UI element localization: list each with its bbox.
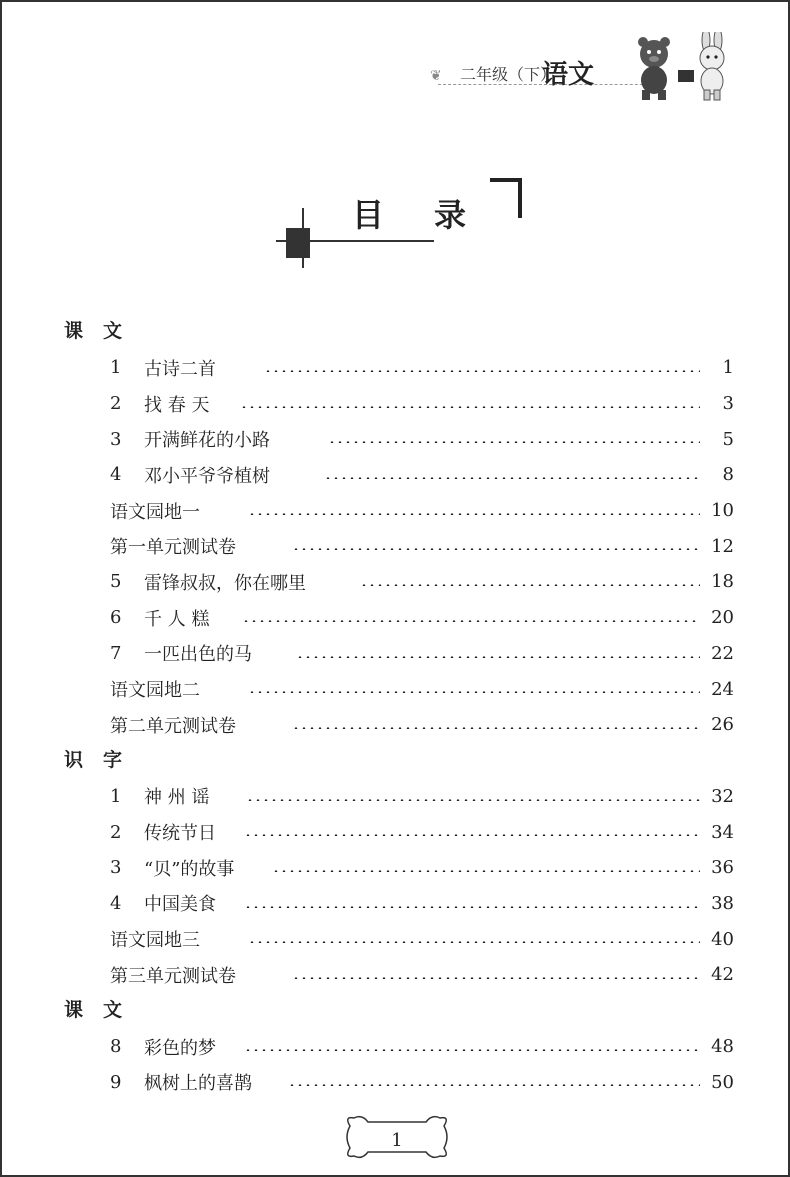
subject-label: 语文 [542,60,595,90]
toc-section [2,314,790,350]
entry-page: 38 [711,892,734,914]
entry-page: 32 [711,785,734,807]
toc-section [2,993,790,1029]
entry-title: 第二单元测试卷 [110,715,236,737]
dot-leader [264,370,700,372]
entry-number: 2 [110,821,122,843]
entry-page: 1 [722,357,734,379]
dot-leader [240,406,700,408]
entry-number: 8 [110,1036,122,1058]
toc-entry[interactable] [2,886,790,922]
toc-entry[interactable] [2,779,790,815]
entry-title: 开满鲜花的小路 [144,430,270,452]
entry-page: 36 [711,857,734,879]
toc-entry[interactable] [2,457,790,493]
toc-entry[interactable] [2,564,790,600]
dot-leader [296,656,700,658]
entry-title: 语文园地三 [110,930,200,952]
entry-page: 5 [722,428,734,450]
title-square-decoration [286,228,310,258]
toc-entry[interactable] [2,957,790,993]
entry-title: 枫树上的喜鹊 [144,1073,252,1095]
entry-page: 18 [711,571,734,593]
entry-number: 3 [110,857,122,879]
entry-page: 10 [711,500,734,522]
entry-page: 48 [711,1036,734,1058]
dot-leader [244,834,700,836]
toc-entry[interactable] [2,921,790,957]
entry-title: 中国美食 [144,894,216,916]
entry-page: 8 [722,464,734,486]
toc-entry[interactable] [2,1064,790,1100]
toc-entry[interactable] [2,1029,790,1065]
entry-number: 3 [110,428,122,450]
entry-title: 传统节日 [144,823,216,845]
entry-number: 9 [110,1071,122,1093]
toc-entry[interactable] [2,350,790,386]
entry-page: 3 [722,393,734,415]
toc-section [2,743,790,779]
section-title: 课文 [64,320,143,342]
entry-title: 语文园地二 [110,680,200,702]
dot-leader [248,691,700,693]
toc-entry[interactable] [2,671,790,707]
entry-number: 4 [110,892,122,914]
entry-number: 4 [110,464,122,486]
dot-leader [292,977,700,979]
toc-entry[interactable] [2,814,790,850]
entry-title: 第一单元测试卷 [110,537,236,559]
entry-title: 一匹出色的马 [144,644,252,666]
entry-page: 12 [711,535,734,557]
entry-title: 第三单元测试卷 [110,965,236,987]
toc-title-block [272,172,532,272]
dot-leader [292,548,700,550]
dot-leader [292,727,700,729]
page-header [418,32,748,102]
dot-leader [272,870,700,872]
toc-entry[interactable] [2,528,790,564]
toc-entry[interactable] [2,421,790,457]
dot-leader [360,584,700,586]
entry-number: 2 [110,393,122,415]
entry-number: 1 [110,357,122,379]
page-title: 目录 [352,196,517,234]
entry-page: 50 [711,1071,734,1093]
entry-number: 1 [110,785,122,807]
toc-entry[interactable] [2,850,790,886]
entry-page: 24 [711,678,734,700]
leaf-icon: ❦ [430,68,442,84]
entry-page: 26 [711,714,734,736]
dot-leader [246,799,700,801]
entry-title: 邓小平爷爷植树 [144,465,270,487]
entry-page: 40 [711,928,734,950]
entry-page: 22 [711,642,734,664]
entry-number: 7 [110,642,122,664]
dot-leader [324,477,700,479]
entry-page: 20 [711,607,734,629]
section-title: 识字 [64,748,143,771]
entry-title: 古诗二首 [144,358,216,380]
page-footer [342,1112,452,1162]
entry-title: 语文园地一 [110,501,200,523]
dot-leader [244,906,700,908]
entry-title: 彩色的梦 [144,1037,216,1059]
dot-leader [288,1084,700,1086]
dot-leader [244,1049,700,1051]
entry-number: 6 [110,607,122,629]
dot-leader [328,441,700,443]
entry-title: 雷锋叔叔，你在哪里 [144,572,306,594]
grade-label: 二年级（下） [460,65,557,84]
toc-entry[interactable] [2,600,790,636]
entry-number: 5 [110,571,122,593]
toc-entry[interactable] [2,386,790,422]
dot-leader [248,941,700,943]
toc-entry[interactable] [2,493,790,529]
entry-page: 34 [711,821,734,843]
dot-leader [242,620,700,622]
entry-page: 42 [711,964,734,986]
entry-title: 神 州 谣 [144,787,210,809]
table-of-contents [2,314,790,1100]
bear-rabbit-mascot-icon [618,32,738,102]
toc-entry[interactable] [2,636,790,672]
section-title: 课文 [64,998,143,1021]
dot-leader [248,513,700,515]
title-corner-decoration [518,178,522,218]
entry-title: 千 人 糕 [144,608,210,630]
entry-title: 找 春 天 [144,394,210,416]
entry-title: “贝”的故事 [144,858,235,880]
page-number: 1 [391,1130,403,1151]
toc-entry[interactable] [2,707,790,743]
